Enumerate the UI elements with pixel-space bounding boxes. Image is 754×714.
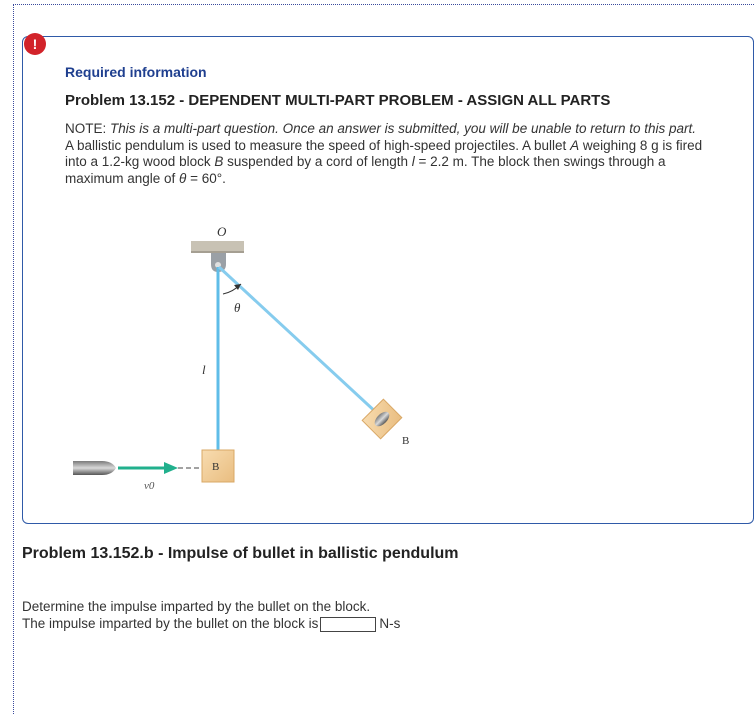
desc-text-4: = 2.2 m. The block then swings through a maximum angle of [65,154,666,186]
dotted-border-top [13,4,754,5]
desc-text-5: = 60°. [186,170,226,186]
ballistic-pendulum-figure [68,222,428,512]
pendulum-cord-swung [219,267,379,415]
var-length-l: l [411,154,415,169]
pivot-label-o: O [217,224,227,239]
desc-text-3: suspended by a cord of length [223,154,412,169]
problem-heading: Problem 13.152 - DEPENDENT MULTI-PART PROBLEM - ASSIGN ALL PARTS [65,92,611,109]
question-prompt: Determine the impulse imparted by the bullet on the block. [22,599,371,614]
velocity-arrowhead [164,462,178,474]
answer-unit: N-s [379,616,401,631]
description-paragraph [65,138,705,188]
var-theta: θ [179,170,187,186]
answer-line [22,615,722,632]
note-text: This is a multi-part question. Once an answer is submitted, you will be unable to return to this part. [110,121,697,136]
desc-text-2: weighing 8 g is fired into a 1.2-kg wood block [65,137,703,169]
bullet-a [73,461,116,475]
velocity-label-v0: v0 [144,480,155,492]
hanging-block-label: B [212,461,220,473]
note-paragraph [65,121,705,138]
ceiling-shadow [191,251,244,253]
dotted-border-left [13,4,14,714]
var-block-b: B [214,154,224,169]
question-block [22,598,722,632]
var-bullet-a: A [570,137,580,153]
answer-prefix: The impulse imparted by the bullet on the block is [22,616,319,631]
part-b-title: Problem 13.152.b - Impulse of bullet in ballistic pendulum [22,545,459,562]
problem-statement [65,121,705,187]
required-information-label: Required information [65,64,207,80]
angle-label-theta: θ [234,300,241,315]
length-label-l: l [202,362,206,377]
swung-block-label: B [402,435,410,447]
required-info-panel [22,36,754,524]
note-prefix: NOTE: [65,121,111,136]
desc-text-1: A ballistic pendulum is used to measure the speed of high-speed projectiles. A bullet [65,137,571,153]
impulse-answer-input[interactable] [320,617,376,632]
exclamation-icon: ! [24,33,46,55]
